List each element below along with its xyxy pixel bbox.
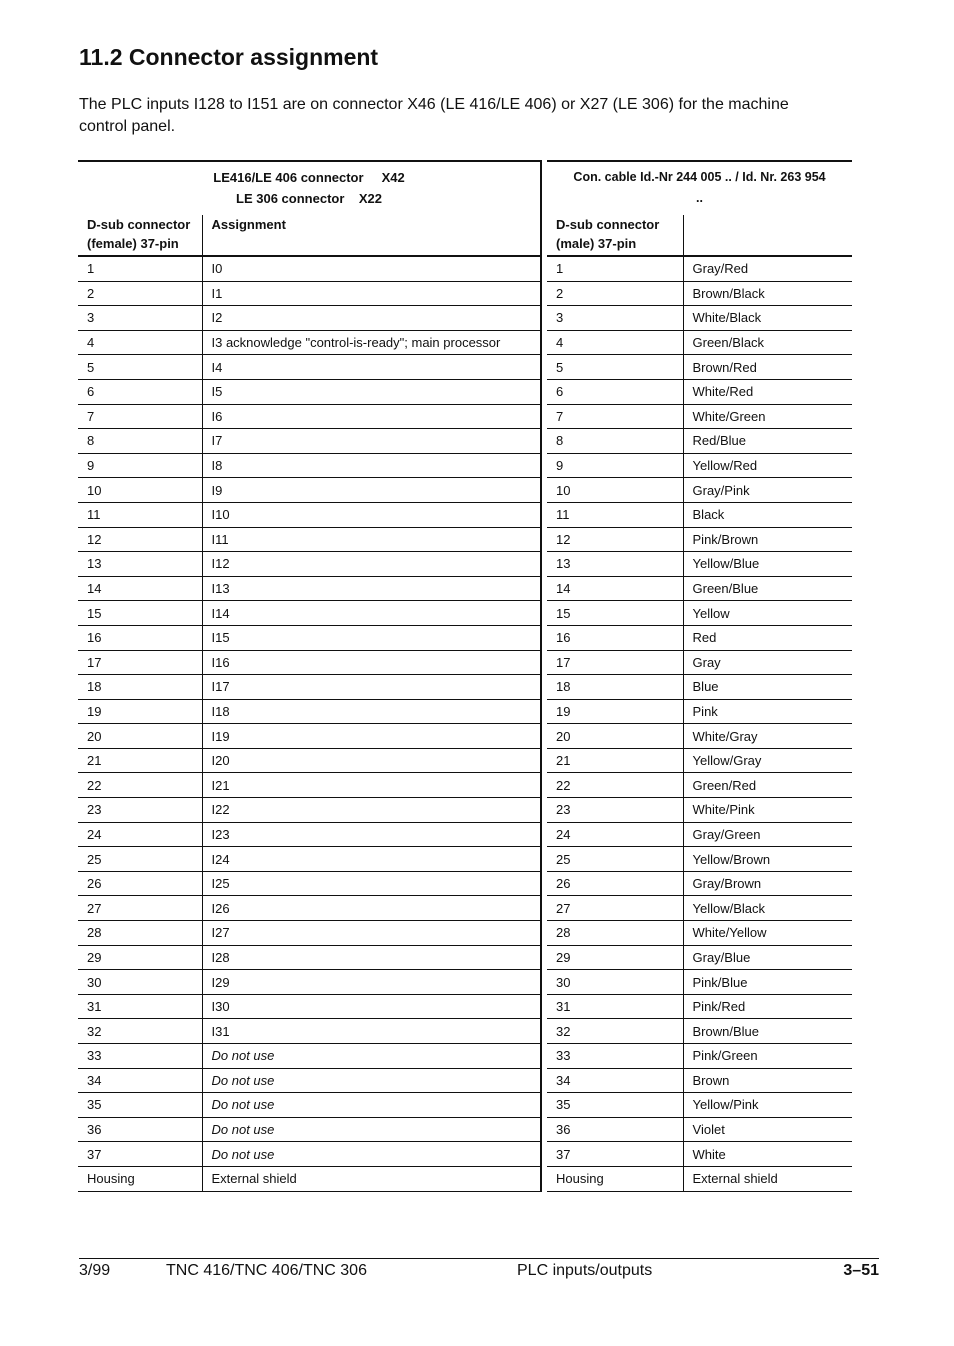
footer-date: 3/99	[79, 1262, 111, 1279]
table-row	[78, 404, 852, 429]
female-pin-cell: 2	[78, 281, 202, 306]
female-pin-cell: 27	[78, 896, 202, 921]
intro-line-1: The PLC inputs I128 to I151 are on connector X46 (LE 416/LE 406) or X27 (LE 306) for the machine	[79, 96, 789, 113]
assignment-cell: I25	[202, 871, 541, 896]
female-pin-cell: 14	[78, 576, 202, 601]
female-pin-cell: 11	[78, 502, 202, 527]
assignment-cell: I9	[202, 478, 541, 503]
male-pin-cell: 30	[547, 970, 683, 995]
table-row	[78, 355, 852, 380]
right-title-line-2: ..	[696, 191, 703, 205]
female-pin-cell: 5	[78, 355, 202, 380]
assignment-cell: I29	[202, 970, 541, 995]
wire-color-cell: Yellow/Blue	[683, 552, 852, 577]
assignment-cell: I8	[202, 453, 541, 478]
wire-color-cell: Blue	[683, 675, 852, 700]
col-header-male-pin	[547, 215, 683, 256]
col-header-male-pin-line-2: (male) 37-pin	[556, 236, 637, 251]
male-pin-cell: 22	[547, 773, 683, 798]
female-pin-cell: 24	[78, 822, 202, 847]
female-pin-cell: 1	[78, 256, 202, 281]
assignment-cell: I12	[202, 552, 541, 577]
wire-color-cell: Pink/Blue	[683, 970, 852, 995]
column-header-row	[78, 215, 852, 256]
female-pin-cell: 25	[78, 847, 202, 872]
footer-page-number: 3–51	[843, 1262, 879, 1279]
footer-model: TNC 416/TNC 406/TNC 306	[166, 1262, 367, 1279]
female-pin-cell: 29	[78, 945, 202, 970]
assignment-cell: Do not use	[202, 1142, 541, 1167]
male-pin-cell: 5	[547, 355, 683, 380]
female-pin-cell: 35	[78, 1093, 202, 1118]
female-pin-cell: 33	[78, 1044, 202, 1069]
female-pin-cell: 37	[78, 1142, 202, 1167]
wire-color-cell: External shield	[683, 1166, 852, 1191]
assignment-cell: Do not use	[202, 1093, 541, 1118]
female-pin-cell: 36	[78, 1117, 202, 1142]
table-row	[78, 945, 852, 970]
male-pin-cell: 33	[547, 1044, 683, 1069]
assignment-cell: External shield	[202, 1166, 541, 1191]
table-title-row	[78, 161, 852, 215]
female-pin-cell: 32	[78, 1019, 202, 1044]
male-pin-cell: 24	[547, 822, 683, 847]
female-pin-cell: 22	[78, 773, 202, 798]
wire-color-cell: Yellow	[683, 601, 852, 626]
assignment-cell: I11	[202, 527, 541, 552]
female-pin-cell: 18	[78, 675, 202, 700]
male-pin-cell: 29	[547, 945, 683, 970]
assignment-cell: I0	[202, 256, 541, 281]
col-header-male-pin-line-1: D-sub connector	[556, 217, 660, 232]
table-row	[78, 773, 852, 798]
female-pin-cell: 19	[78, 699, 202, 724]
wire-color-cell: White/Red	[683, 379, 852, 404]
wire-color-cell: Violet	[683, 1117, 852, 1142]
assignment-cell: I28	[202, 945, 541, 970]
wire-color-cell: Gray/Green	[683, 822, 852, 847]
assignment-cell: I15	[202, 625, 541, 650]
male-pin-cell: 1	[547, 256, 683, 281]
wire-color-cell: Pink/Green	[683, 1044, 852, 1069]
male-pin-cell: 2	[547, 281, 683, 306]
wire-color-cell: Yellow/Brown	[683, 847, 852, 872]
female-pin-cell: 3	[78, 306, 202, 331]
right-title-line-1: Con. cable Id.-Nr 244 005 .. / Id. Nr. 263 954	[573, 170, 826, 184]
male-pin-cell: 27	[547, 896, 683, 921]
male-pin-cell: 36	[547, 1117, 683, 1142]
male-pin-cell: 11	[547, 502, 683, 527]
male-pin-cell: 15	[547, 601, 683, 626]
assignment-cell: I23	[202, 822, 541, 847]
assignment-cell: I13	[202, 576, 541, 601]
table-row	[78, 871, 852, 896]
female-pin-cell: 21	[78, 748, 202, 773]
male-pin-cell: Housing	[547, 1166, 683, 1191]
table-row	[78, 306, 852, 331]
female-pin-cell: 28	[78, 921, 202, 946]
table-row	[78, 921, 852, 946]
table-row	[78, 1093, 852, 1118]
female-pin-cell: 8	[78, 429, 202, 454]
male-pin-cell: 23	[547, 798, 683, 823]
assignment-cell: I4	[202, 355, 541, 380]
col-header-female-pin-line-2: (female) 37-pin	[87, 236, 179, 251]
table-row	[78, 478, 852, 503]
table-row	[78, 281, 852, 306]
male-pin-cell: 26	[547, 871, 683, 896]
table-row	[78, 994, 852, 1019]
male-pin-cell: 19	[547, 699, 683, 724]
male-pin-cell: 20	[547, 724, 683, 749]
wire-color-cell: White/Gray	[683, 724, 852, 749]
female-pin-cell: 34	[78, 1068, 202, 1093]
table-row	[78, 429, 852, 454]
wire-color-cell: White/Pink	[683, 798, 852, 823]
intro-paragraph	[79, 94, 879, 138]
wire-color-cell: Gray/Red	[683, 256, 852, 281]
assignment-cell: I26	[202, 896, 541, 921]
female-pin-cell: 9	[78, 453, 202, 478]
assignment-cell: I22	[202, 798, 541, 823]
male-pin-cell: 8	[547, 429, 683, 454]
table-row	[78, 970, 852, 995]
table-row	[78, 650, 852, 675]
female-pin-cell: Housing	[78, 1166, 202, 1191]
table-row	[78, 552, 852, 577]
table-row	[78, 601, 852, 626]
assignment-cell: I21	[202, 773, 541, 798]
male-pin-cell: 16	[547, 625, 683, 650]
table-row	[78, 798, 852, 823]
wire-color-cell: Green/Black	[683, 330, 852, 355]
female-pin-cell: 15	[78, 601, 202, 626]
wire-color-cell: Pink/Red	[683, 994, 852, 1019]
table-row	[78, 699, 852, 724]
female-pin-cell: 30	[78, 970, 202, 995]
page-title: 11.2 Connector assignment	[79, 44, 379, 70]
col-header-female-pin-line-1: D-sub connector	[87, 217, 191, 232]
table-row	[78, 527, 852, 552]
table-row	[78, 576, 852, 601]
female-pin-cell: 20	[78, 724, 202, 749]
male-pin-cell: 7	[547, 404, 683, 429]
assignment-cell: I10	[202, 502, 541, 527]
table-row	[78, 379, 852, 404]
female-pin-cell: 16	[78, 625, 202, 650]
male-pin-cell: 6	[547, 379, 683, 404]
assignment-cell: I16	[202, 650, 541, 675]
wire-color-cell: White	[683, 1142, 852, 1167]
wire-color-cell: Gray/Blue	[683, 945, 852, 970]
assignment-cell: I17	[202, 675, 541, 700]
pin-rows	[78, 256, 852, 1191]
footer-divider	[79, 1258, 879, 1259]
assignment-cell: I18	[202, 699, 541, 724]
table-row	[78, 724, 852, 749]
table-row	[78, 847, 852, 872]
wire-color-cell: Gray/Brown	[683, 871, 852, 896]
male-pin-cell: 14	[547, 576, 683, 601]
assignment-cell: Do not use	[202, 1068, 541, 1093]
left-title-line-2: LE 306 connector X22	[236, 191, 382, 206]
assignment-cell: I27	[202, 921, 541, 946]
table-row	[78, 502, 852, 527]
wire-color-cell: Red/Blue	[683, 429, 852, 454]
left-title-line-1: LE416/LE 406 connector X42	[213, 170, 405, 185]
male-pin-cell: 10	[547, 478, 683, 503]
assignment-cell: I20	[202, 748, 541, 773]
male-pin-cell: 35	[547, 1093, 683, 1118]
female-pin-cell: 7	[78, 404, 202, 429]
col-header-assignment: Assignment	[202, 215, 541, 256]
wire-color-cell: Yellow/Black	[683, 896, 852, 921]
wire-color-cell: Brown/Black	[683, 281, 852, 306]
male-pin-cell: 25	[547, 847, 683, 872]
female-pin-cell: 4	[78, 330, 202, 355]
female-pin-cell: 13	[78, 552, 202, 577]
female-pin-cell: 17	[78, 650, 202, 675]
table-row	[78, 675, 852, 700]
wire-color-cell: Black	[683, 502, 852, 527]
right-cable-title	[547, 161, 852, 215]
male-pin-cell: 17	[547, 650, 683, 675]
wire-color-cell: White/Yellow	[683, 921, 852, 946]
table-row	[78, 1142, 852, 1167]
assignment-cell: Do not use	[202, 1044, 541, 1069]
wire-color-cell: Yellow/Red	[683, 453, 852, 478]
male-pin-cell: 32	[547, 1019, 683, 1044]
table-row	[78, 453, 852, 478]
assignment-cell: I31	[202, 1019, 541, 1044]
table-row	[78, 1068, 852, 1093]
assignment-cell: I1	[202, 281, 541, 306]
male-pin-cell: 3	[547, 306, 683, 331]
male-pin-cell: 37	[547, 1142, 683, 1167]
assignment-cell: I2	[202, 306, 541, 331]
female-pin-cell: 23	[78, 798, 202, 823]
wire-color-cell: Green/Red	[683, 773, 852, 798]
male-pin-cell: 9	[547, 453, 683, 478]
assignment-cell: I6	[202, 404, 541, 429]
assignment-cell: I14	[202, 601, 541, 626]
female-pin-cell: 26	[78, 871, 202, 896]
wire-color-cell: White/Green	[683, 404, 852, 429]
male-pin-cell: 21	[547, 748, 683, 773]
male-pin-cell: 28	[547, 921, 683, 946]
assignment-cell: Do not use	[202, 1117, 541, 1142]
male-pin-cell: 4	[547, 330, 683, 355]
connector-table	[78, 160, 852, 1192]
female-pin-cell: 31	[78, 994, 202, 1019]
wire-color-cell: Red	[683, 625, 852, 650]
table-row	[78, 896, 852, 921]
male-pin-cell: 18	[547, 675, 683, 700]
wire-color-cell: Pink	[683, 699, 852, 724]
male-pin-cell: 31	[547, 994, 683, 1019]
intro-line-2: control panel.	[79, 118, 176, 135]
wire-color-cell: Gray	[683, 650, 852, 675]
table-row	[78, 1019, 852, 1044]
female-pin-cell: 10	[78, 478, 202, 503]
table-row	[78, 748, 852, 773]
table-row	[78, 625, 852, 650]
assignment-cell: I24	[202, 847, 541, 872]
male-pin-cell: 34	[547, 1068, 683, 1093]
wire-color-cell: Green/Blue	[683, 576, 852, 601]
wire-color-cell: White/Black	[683, 306, 852, 331]
wire-color-cell: Brown/Blue	[683, 1019, 852, 1044]
wire-color-cell: Yellow/Gray	[683, 748, 852, 773]
table-row	[78, 1117, 852, 1142]
wire-color-cell: Brown/Red	[683, 355, 852, 380]
table-row	[78, 330, 852, 355]
wire-color-cell: Yellow/Pink	[683, 1093, 852, 1118]
left-connector-title	[78, 161, 541, 215]
assignment-cell: I30	[202, 994, 541, 1019]
wire-color-cell: Brown	[683, 1068, 852, 1093]
table-row	[78, 1044, 852, 1069]
female-pin-cell: 12	[78, 527, 202, 552]
assignment-cell: I7	[202, 429, 541, 454]
assignment-cell: I5	[202, 379, 541, 404]
col-header-female-pin	[78, 215, 202, 256]
male-pin-cell: 12	[547, 527, 683, 552]
female-pin-cell: 6	[78, 379, 202, 404]
male-pin-cell: 13	[547, 552, 683, 577]
assignment-cell: I19	[202, 724, 541, 749]
footer-section: PLC inputs/outputs	[517, 1262, 653, 1279]
col-header-wire-color	[683, 215, 852, 256]
table-row	[78, 822, 852, 847]
wire-color-cell: Gray/Pink	[683, 478, 852, 503]
wire-color-cell: Pink/Brown	[683, 527, 852, 552]
table-row	[78, 1166, 852, 1191]
table-row	[78, 256, 852, 281]
assignment-cell: I3 acknowledge "control-is-ready"; main processor	[202, 330, 541, 355]
